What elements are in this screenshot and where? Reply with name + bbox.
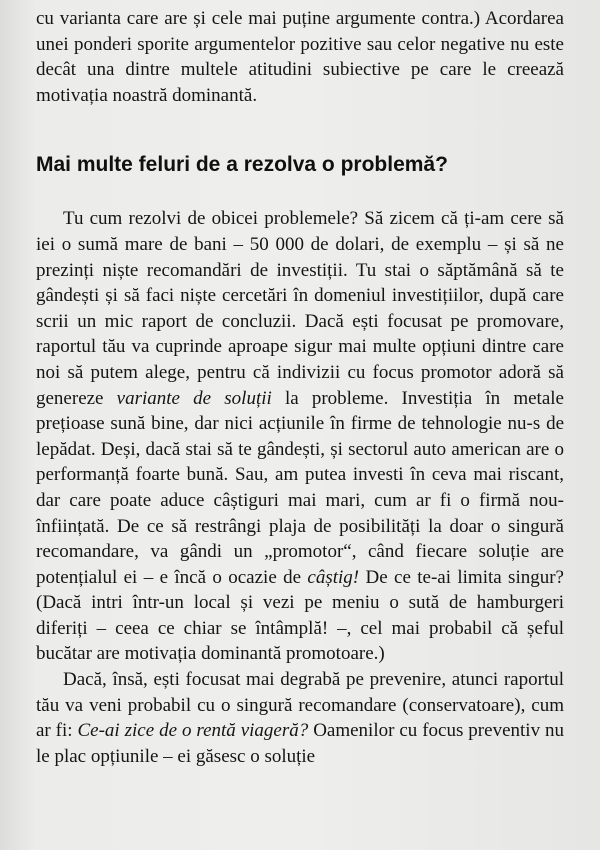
body-paragraph-1 [36, 206, 564, 667]
paragraph-text: De ce te-ai limita singur? (Dacă intri într-un local și vezi pe meniu o sută de hamburgeri diferiți – ceea ce chiar se întâmplă! –, cel mai probabil că șeful bucătar are motivația dominantă promotoare.) [36, 566, 564, 665]
paragraph-text: la probleme. Investiția în metale prețioase sună bine, dar nici acțiunile în firme de tehnologie nu-s de lepădat. Deși, dacă stai să te gândești, și sectorul auto american are o performanță foarte bună. Sau, am putea investi în ceva mai riscant, dar care poate aduce câștiguri mai mari, cum ar fi o firmă nou-înființată. De ce să restrângi plaja de posibilități la doar o singură recomandare, va gândi un „promotor“, când fiecare soluție are potențialul ei – e încă o ocazie de [36, 387, 564, 588]
section-heading: Mai multe feluri de a rezolva o problemă? [36, 153, 448, 177]
body-paragraph-2 [36, 667, 564, 769]
paragraph-text: Oamenilor cu focus preventiv nu le plac opțiunile – ei găsesc o soluție [36, 720, 564, 767]
paragraph-text: Dacă, însă, ești focusat mai degrabă pe prevenire, atunci raportul tău va veni probabil cu o singură recomandare (conservatoare), cum ar fi: [36, 669, 564, 742]
italic-phrase: câștig! [307, 566, 360, 588]
page-text [36, 6, 564, 769]
paragraph-text: Tu cum rezolvi de obicei problemele? Să zicem că ți-am cere să iei o sumă mare de bani – 50 000 de dolari, de exemplu – și să ne prezinți niște recomandări de investiții. Tu stai o săptămână să te gândești și să faci niște cercetări în domeniul investițiilor, după care scrii un mic raport de concluzii. Dacă ești focusat pe promovare, raportul tău va cuprinde aproape sigur mai multe opțiuni dintre care noi să putem alege, pentru că indivizii cu focus promotor adoră să genereze [36, 208, 564, 409]
italic-phrase: variante de soluții [116, 387, 272, 409]
opening-paragraph: cu varianta care are și cele mai puține argumente contra.) Acordarea unei ponderi sporite argumentelor pozitive sau celor negative nu este decât una dintre multele atitudini subiective pe care le creează motivația noastră dominantă. [36, 8, 564, 106]
italic-phrase: Ce-ai zice de o rentă viageră? [77, 720, 309, 742]
